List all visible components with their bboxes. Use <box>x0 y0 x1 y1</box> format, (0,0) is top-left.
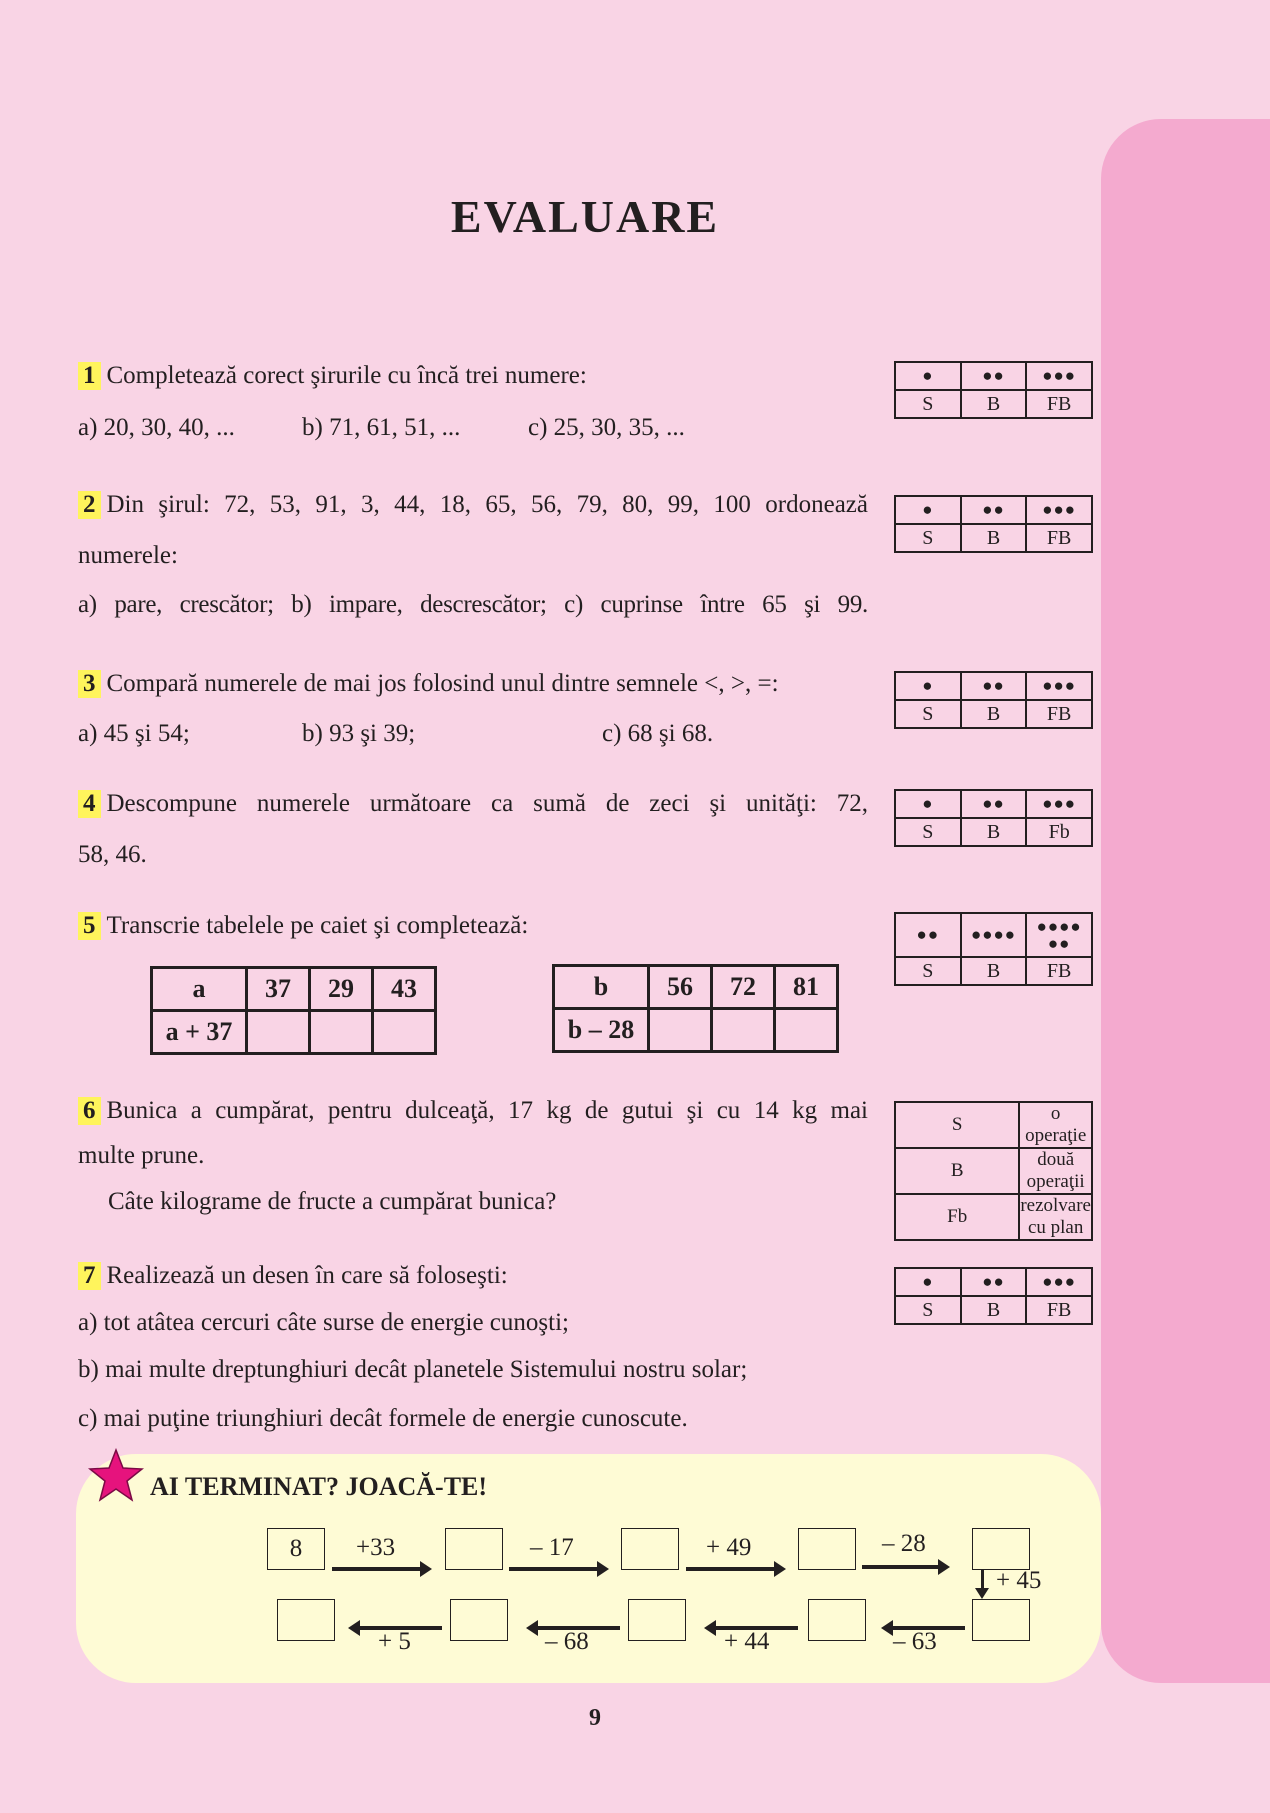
operation: – 68 <box>545 1628 589 1655</box>
cell: 43 <box>373 968 436 1011</box>
operation: + 5 <box>378 1628 411 1655</box>
exercise-number: 4 <box>78 790 101 818</box>
exercise-7 <box>78 1262 508 1290</box>
cell: 81 <box>775 966 838 1009</box>
part-b: b) mai multe dreptunghiuri decât planetele Sistemului nostru solar; <box>78 1356 748 1383</box>
empty-cell <box>649 1009 712 1052</box>
operation: – 17 <box>530 1534 574 1561</box>
dots: ●● <box>961 362 1027 390</box>
table-b <box>552 964 839 1053</box>
cell: 29 <box>310 968 373 1011</box>
exercise-text: Descompune numerele următoare ca sumă de zeci şi unităţi: 72, <box>106 790 868 817</box>
operation: + 44 <box>724 1628 770 1655</box>
side-tab <box>1101 119 1270 1683</box>
criterion: două operaţii <box>1019 1148 1092 1194</box>
dots: ● <box>895 362 961 390</box>
label: Fb <box>895 1194 1019 1240</box>
exercise-text: Realizează un desen în care să foloseşti: <box>106 1262 508 1289</box>
cell: 56 <box>649 966 712 1009</box>
part-a: a) tot atâtea cercuri câte surse de energie cunoşti; <box>78 1309 569 1336</box>
cell: 37 <box>247 968 310 1011</box>
empty-cell <box>373 1011 436 1054</box>
exercise-number: 2 <box>78 491 101 519</box>
part-a: a) 20, 30, 40, ... <box>78 414 235 441</box>
empty-cell <box>775 1009 838 1052</box>
operation: + 49 <box>706 1534 752 1561</box>
exercise-text: multe prune. <box>78 1142 205 1169</box>
arrow-right-icon <box>862 1565 946 1569</box>
exercise-text: Bunica a cumpărat, pentru dulceaţă, 17 kg de gutui şi cu 14 kg mai <box>106 1097 868 1124</box>
label: FB <box>1026 524 1092 552</box>
cell: b – 28 <box>554 1009 649 1052</box>
dots: ● <box>895 1268 961 1296</box>
dots: ●● <box>961 790 1027 818</box>
exercise-6 <box>78 1097 868 1125</box>
exercise-2 <box>78 491 868 519</box>
exercise-parts: a) pare, crescător; b) impare, descrescător; c) cuprinse între 65 şi 99. <box>78 591 868 618</box>
exercise-text: Compară numerele de mai jos folosind unul dintre semnele <, >, =: <box>106 670 779 697</box>
arrow-down-icon <box>981 1570 984 1592</box>
score-table-4 <box>894 789 1093 847</box>
dots: ●● <box>895 913 961 957</box>
part-c: c) 68 şi 68. <box>602 720 714 747</box>
exercise-4 <box>78 790 868 818</box>
star-icon <box>88 1448 144 1504</box>
part-a: a) 45 şi 54; <box>78 720 190 747</box>
label: B <box>961 390 1027 418</box>
dots: ●● <box>961 496 1027 524</box>
exercise-number: 5 <box>78 912 101 940</box>
score-table-5 <box>894 912 1093 986</box>
answer-box[interactable] <box>972 1528 1030 1570</box>
score-table-1 <box>894 361 1093 419</box>
dots: ●●●● <box>961 913 1027 957</box>
exercise-5 <box>78 912 528 940</box>
dots: ● <box>895 672 961 700</box>
empty-cell <box>712 1009 775 1052</box>
answer-box[interactable] <box>798 1528 856 1570</box>
page-title: EVALUARE <box>450 191 720 242</box>
exercise-number: 7 <box>78 1262 101 1290</box>
score-table-7 <box>894 1267 1093 1325</box>
label: S <box>895 957 961 985</box>
cell: 72 <box>712 966 775 1009</box>
part-c: c) 25, 30, 35, ... <box>528 414 685 441</box>
answer-box[interactable] <box>972 1599 1030 1641</box>
exercise-3 <box>78 670 779 698</box>
criterion: o operaţie <box>1019 1102 1092 1148</box>
exercise-number: 3 <box>78 670 101 698</box>
dots: ●●● <box>1026 790 1092 818</box>
label: FB <box>1026 390 1092 418</box>
answer-box[interactable] <box>277 1599 335 1641</box>
cell: a <box>152 968 247 1011</box>
label: B <box>895 1148 1019 1194</box>
cell: a + 37 <box>152 1011 247 1054</box>
answer-box[interactable] <box>450 1599 508 1641</box>
label: B <box>961 700 1027 728</box>
label: S <box>895 700 961 728</box>
dots: ●●●●●● <box>1026 913 1092 957</box>
label: B <box>961 524 1027 552</box>
label: B <box>961 957 1027 985</box>
answer-box[interactable] <box>808 1599 866 1641</box>
dots: ●●● <box>1026 362 1092 390</box>
exercise-number: 6 <box>78 1097 101 1125</box>
label: S <box>895 390 961 418</box>
label: FB <box>1026 1296 1092 1324</box>
exercise-question: Câte kilograme de fructe a cumpărat bunica? <box>108 1188 557 1215</box>
label: Fb <box>1026 818 1092 846</box>
label: S <box>895 1102 1019 1148</box>
label: S <box>895 524 961 552</box>
exercise-text: Din şirul: 72, 53, 91, 3, 44, 18, 65, 56, 79, 80, 99, 100 ordonează <box>106 491 868 518</box>
dots: ●● <box>961 1268 1027 1296</box>
dots: ● <box>895 496 961 524</box>
label: S <box>895 818 961 846</box>
answer-box[interactable] <box>445 1528 503 1570</box>
arrow-right-icon <box>332 1567 428 1571</box>
dots: ●● <box>961 672 1027 700</box>
dots: ●●● <box>1026 1268 1092 1296</box>
exercise-text: Completează corect şirurile cu încă trei numere: <box>106 362 587 389</box>
label: B <box>961 818 1027 846</box>
table-a <box>150 966 437 1055</box>
arrow-right-icon <box>509 1567 605 1571</box>
dots: ●●● <box>1026 672 1092 700</box>
dots: ●●● <box>1026 496 1092 524</box>
operation: – 63 <box>893 1628 937 1655</box>
empty-cell <box>247 1011 310 1054</box>
label: FB <box>1026 700 1092 728</box>
operation: + 45 <box>996 1567 1042 1594</box>
game-heading: AI TERMINAT? JOACĂ-TE! <box>150 1472 488 1501</box>
score-table-3 <box>894 671 1093 729</box>
start-box: 8 <box>267 1528 325 1570</box>
criterion: rezolvare cu plan <box>1020 1195 1091 1238</box>
answer-box[interactable] <box>628 1599 686 1641</box>
answer-box[interactable] <box>621 1528 679 1570</box>
part-c: c) mai puţine triunghiuri decât formele de energie cunoscute. <box>78 1405 688 1432</box>
cell: b <box>554 966 649 1009</box>
part-b: b) 93 şi 39; <box>302 720 416 747</box>
page-number: 9 <box>589 1705 601 1731</box>
label: FB <box>1026 957 1092 985</box>
part-b: b) 71, 61, 51, ... <box>302 414 461 441</box>
label: B <box>961 1296 1027 1324</box>
exercise-1 <box>78 362 587 390</box>
exercise-text: Transcrie tabelele pe caiet şi completează: <box>106 912 529 939</box>
dots: ● <box>895 790 961 818</box>
exercise-text: 58, 46. <box>78 841 147 868</box>
exercise-text: numerele: <box>78 542 178 569</box>
operation: +33 <box>356 1534 396 1561</box>
empty-cell <box>310 1011 373 1054</box>
score-legend-6 <box>894 1101 1093 1241</box>
label: S <box>895 1296 961 1324</box>
exercise-number: 1 <box>78 362 101 390</box>
operation: – 28 <box>882 1530 926 1557</box>
arrow-right-icon <box>686 1567 782 1571</box>
score-table-2 <box>894 495 1093 553</box>
